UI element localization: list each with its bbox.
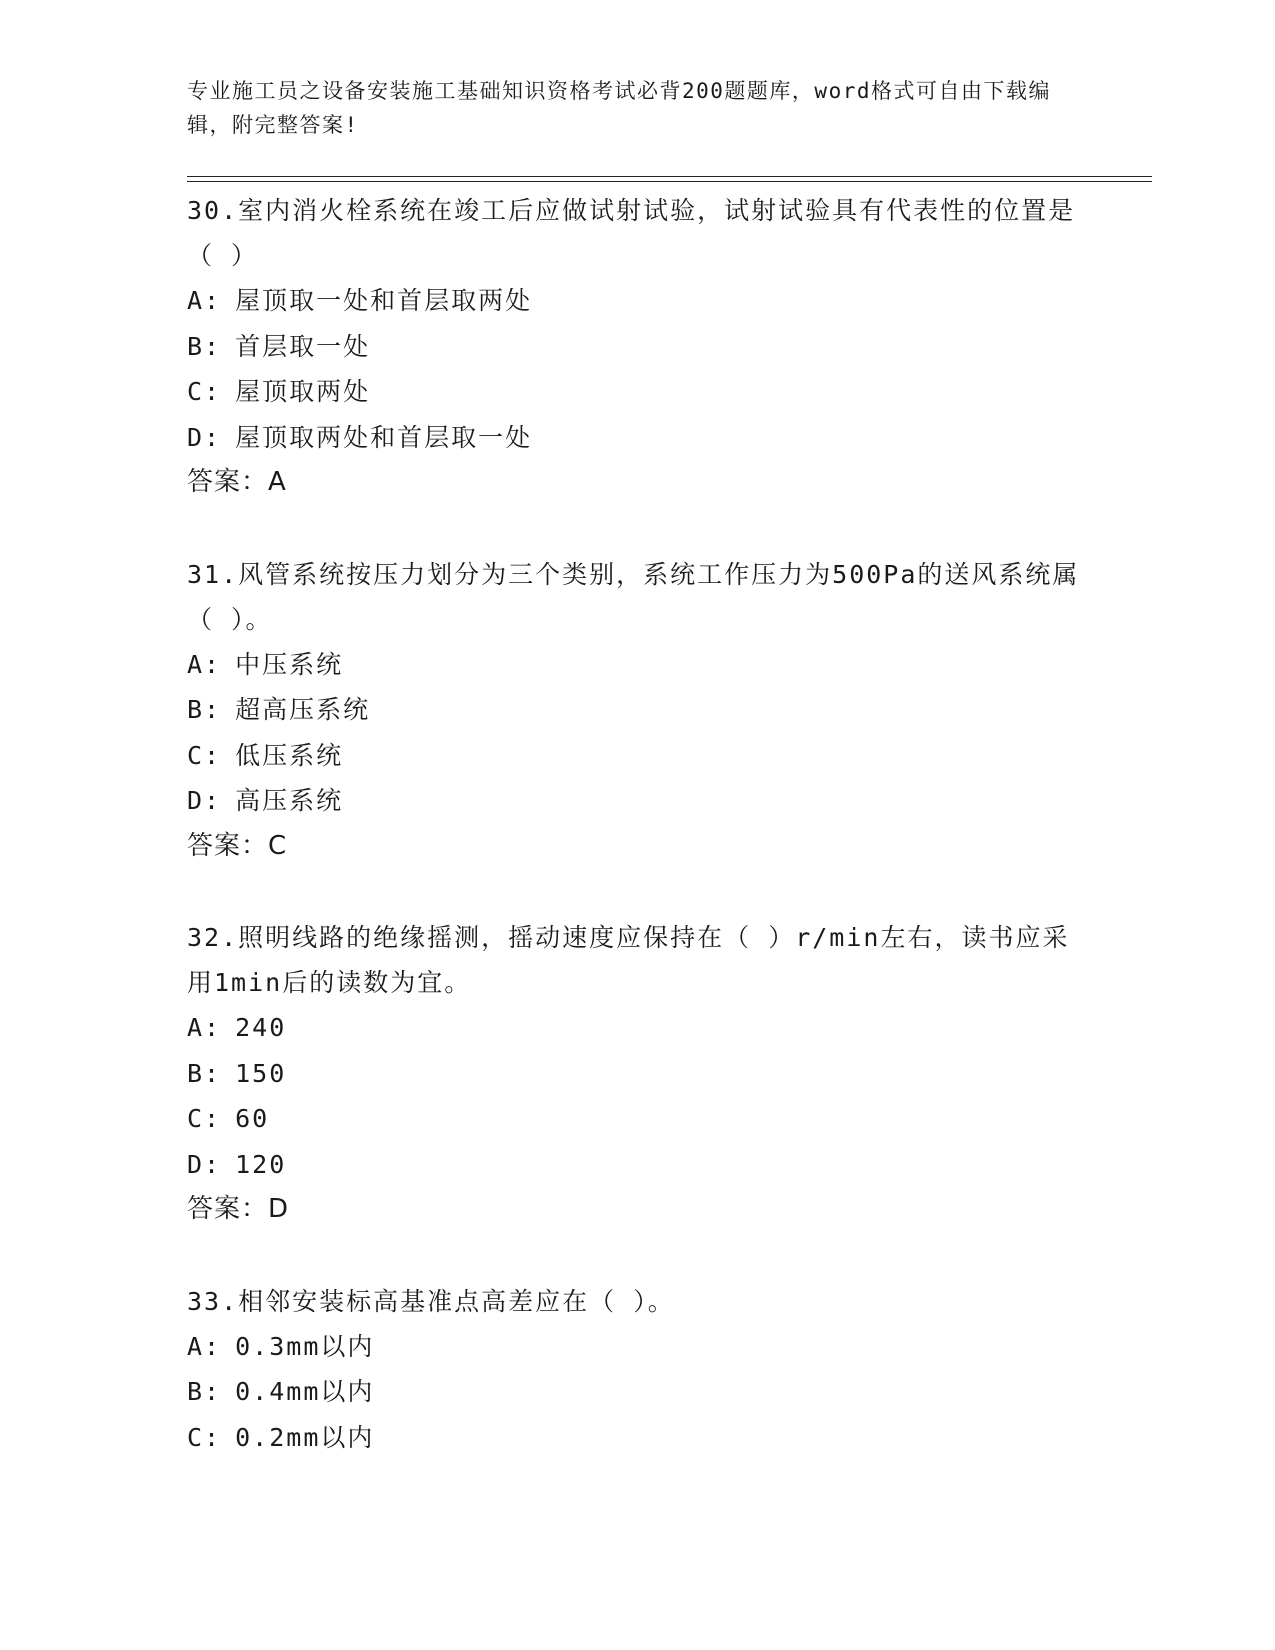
document-header (187, 74, 1087, 142)
option-text: 屋顶取两处 (235, 377, 371, 406)
option-text: 超高压系统 (235, 695, 371, 724)
option-d (187, 415, 1087, 461)
option-d (187, 778, 1087, 824)
option-letter: A: (187, 1013, 222, 1042)
option-d (187, 1142, 1087, 1188)
option-b (187, 1051, 1087, 1097)
option-text: 0.4mm以内 (235, 1377, 375, 1406)
answer-line: 答案：C (187, 830, 288, 861)
question-stem: 32.照明线路的绝缘摇测，摇动速度应保持在（ ）r/min左右，读书应采用1min后的读数为宜。 (187, 923, 1070, 997)
option-text: 0.3mm以内 (235, 1331, 375, 1361)
answer-line: 答案：D (187, 1194, 290, 1224)
option-text: 高压系统 (235, 786, 344, 815)
option-text: 屋顶取一处和首层取两处 (235, 286, 533, 315)
option-text: 中压系统 (235, 649, 344, 679)
question-30 (187, 188, 1087, 506)
option-a (187, 1324, 1087, 1370)
option-a (187, 278, 1087, 324)
option-letter: B: (187, 1377, 222, 1406)
option-letter: D: (187, 422, 222, 452)
option-letter: A: (187, 649, 222, 679)
question-stem: 30.室内消火栓系统在竣工后应做试射试验，试射试验具有代表性的位置是（ ） (187, 196, 1076, 270)
option-text: 150 (235, 1058, 287, 1088)
option-text: 60 (235, 1104, 270, 1133)
option-text: 240 (235, 1013, 287, 1042)
option-text: 低压系统 (235, 740, 344, 770)
option-letter: C: (187, 1104, 222, 1133)
question-stem: 31.风管系统按压力划分为三个类别，系统工作压力为500Pa的送风系统属（ ）。 (187, 559, 1080, 634)
option-letter: A: (187, 1331, 222, 1361)
option-c (187, 1096, 1087, 1142)
header-divider-bottom (187, 181, 1152, 182)
option-c (187, 1415, 1087, 1461)
question-33 (187, 1279, 1087, 1461)
question-spacer (187, 1233, 1087, 1279)
option-text: 120 (235, 1149, 287, 1179)
option-letter: C: (187, 377, 222, 406)
question-list (187, 188, 1087, 1460)
option-letter: A: (187, 286, 222, 315)
option-text: 屋顶取两处和首层取一处 (235, 422, 533, 452)
answer-line: 答案：A (187, 467, 287, 497)
header-divider-top (187, 176, 1152, 177)
question-spacer (187, 506, 1087, 552)
question-32 (187, 915, 1087, 1233)
option-letter: B: (187, 695, 222, 724)
option-a (187, 1005, 1087, 1051)
option-b (187, 1369, 1087, 1415)
option-c (187, 369, 1087, 415)
option-letter: B: (187, 331, 222, 361)
option-a (187, 642, 1087, 688)
option-letter: C: (187, 1422, 222, 1452)
question-spacer (187, 869, 1087, 915)
option-letter: D: (187, 1149, 222, 1179)
option-letter: D: (187, 786, 222, 815)
option-text: 首层取一处 (235, 331, 371, 361)
question-stem: 33.相邻安装标高基准点高差应在（ ）。 (187, 1286, 675, 1316)
option-text: 0.2mm以内 (235, 1422, 375, 1452)
header-intro-text: 专业施工员之设备安装施工基础知识资格考试必背200题题库，word格式可自由下载编辑，附完整答案! (187, 79, 1051, 137)
question-31 (187, 552, 1087, 870)
option-c (187, 733, 1087, 779)
option-letter: C: (187, 740, 222, 770)
option-b (187, 324, 1087, 370)
option-b (187, 687, 1087, 733)
option-letter: B: (187, 1058, 222, 1088)
